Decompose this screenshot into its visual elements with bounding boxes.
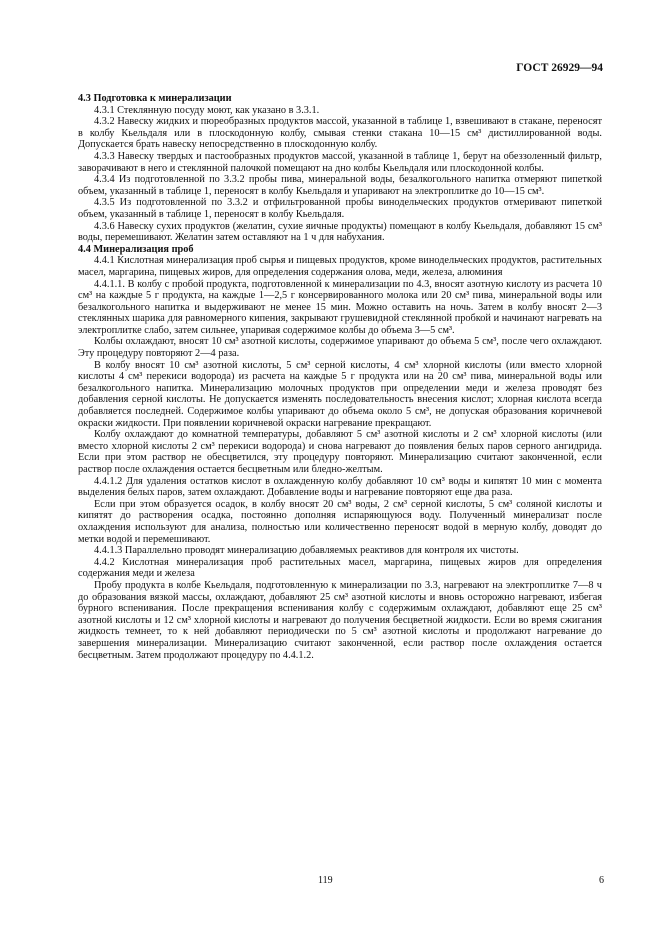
paragraph-4-3-4: 4.3.4 Из подготовленной по 3.3.2 пробы пива, минеральной воды, безалкогольного напитка отмеряют пипеткой объем, указанный в таблице 1, переносят в колбу Кьельдаля и упаривают на электроплитке до 10—15 см³. — [78, 174, 602, 197]
paragraph: Колбу охлаждают до комнатной температуры, добавляют 5 см³ азотной кислоты и 2 см³ хлорной кислоты (или вместо хлорной кислоты 2 см³ перекиси водорода) и снова нагревают до появления белых паров серного ангидрида. Если при этом раствор не обесцветился, эту процедуру повторяют. Минерализацию считают законченной, если раствор после охлаждения остается бесцветным или бледно-желтым. — [78, 429, 602, 475]
page-number: 119 — [318, 875, 333, 886]
paragraph-4-4-2: 4.4.2 Кислотная минерализация проб растительных масел, маргарина, пищевых жиров для определения содержания меди и железа — [78, 556, 602, 580]
paragraph: Колбы охлаждают, вносят 10 см³ азотной кислоты, содержимое упаривают до объема 5 см³, после чего охлаждают. Эту процедуру повторяют 2—4 раза. — [78, 336, 602, 360]
paragraph: Пробу продукта в колбе Кьельдаля, подготовленную к минерализации по 3.3, нагревают на электроплитке 7—8 ч до образования вязкой массы, охлаждают, добавляют 25 см³ азотной кислоты и вновь осторожно нагревают, избегая бурного вспенивания. После прекращения вспенивания колбу с содержимым охлаждают, добавляют еще 25 см³ азотной кислоты и 12 см³ хлорной кислоты и нагревают до получения бесцветной жидкости. Если во время сжигания жидкость темнеет, то к ней добавляют периодически по 5 см³ азотной кислоты и продолжают нагревание до завершения минерализации. Минерализацию считают законченной, если раствор после охлаждения остается бесцветным. Затем продолжают процедуру по 4.4.1.2. — [78, 579, 602, 661]
paragraph-4-4-1-3: 4.4.1.3 Параллельно проводят минерализацию добавляемых реактивов для контроля их чистоты. — [94, 545, 519, 557]
paragraph-4-4-1-1: 4.4.1.1. В колбу с пробой продукта, подготовленной к минерализации по 4.3, вносят азотную кислоту из расчета 10 см³ на каждые 5 г продукта, на каждые 1—2,5 г консервированного молока или 20 см³ пива, минеральной воды или безалкогольного напитка и выдерживают не менее 15 мин. Можно оставить на ночь. Затем в колбу вносят 2—3 стеклянных шарика для равномерного кипения, закрывают грушевидной стеклянной пробкой и начинают нагревать на электроплитке слабо, затем сильнее, упаривая содержимое колбы до объема 3—5 см³. — [78, 278, 602, 336]
paragraph-4-3-6: 4.3.6 Навеску сухих продуктов (желатин, сухие яичные продукты) помещают в колбу Кьельдаля, добавляют 15 см³ воды, перемешивают. Желатин затем оставляют на 1 ч для набухания. — [78, 220, 602, 244]
paragraph: Если при этом образуется осадок, в колбу вносят 20 см³ воды, 2 см³ серной кислоты, 5 см³ соляной кислоты и кипятят до растворения осадка, постоянно дополняя испаряющуюся воду. Полученный минерализат после охлаждения используют для анализа, полностью или количественно переносят водой в мерную колбу, доводят до метки водой и перемешивают. — [78, 498, 602, 545]
paragraph-4-3-5: 4.3.5 Из подготовленной по 3.3.2 и отфильтрованной пробы винодельческих продуктов отмеривают пипеткой объем, указанный в таблице 1, переносят в колбу Кьельдаля. — [78, 197, 602, 220]
document-body — [78, 93, 602, 661]
section-heading-4-4: 4.4 Минерализация проб — [78, 243, 194, 255]
paragraph-4-4-1-2: 4.4.1.2 Для удаления остатков кислот в охлажденную колбу добавляют 10 см³ воды и кипятят 10 мин с момента выделения белых паров, затем охлаждают. Добавление воды и нагревание повторяют еще два раза. — [78, 475, 602, 499]
paragraph-4-3-2: 4.3.2 Навеску жидких и пюреобразных продуктов массой, указанной в таблице 1, взвешивают в стакане, переносят в колбу Кьельдаля или в плоскодонную колбу, смывая стенки стакана 10—15 см³ дистиллированной воды. Допускается брать навеску непосредственно в плоскодонную колбу. — [78, 116, 602, 151]
section-heading-4-3: 4.3 Подготовка к минерализации — [78, 93, 232, 104]
paragraph-4-3-1: 4.3.1 Стеклянную посуду моют, как указано в 3.3.1. — [94, 104, 320, 116]
paragraph: В колбу вносят 10 см³ азотной кислоты, 5 см³ серной кислоты, 4 см³ хлорной кислоты (или вместо хлорной кислоты 4 см³ перекиси водорода) из расчета на каждые 5 г продукта или на 20 см³ пива, минеральной воды или безалкогольного напитка. Минерализацию молочных продуктов при определении меди и железа проводят без добавления серной кислоты. Не допускается изменять последовательность внесения кислот; хлорная кислота всегда добавляется последней. Содержимое колбы упаривают до объема около 5 см³, не допуская образования коричневой окраски жидкости. При появлении коричневой окраски нагревание прекращают. — [78, 359, 602, 429]
paragraph-4-4-1: 4.4.1 Кислотная минерализация проб сырья и пищевых продуктов, кроме винодельческих продуктов, растительных масел, маргарина, пищевых жиров, для определения содержания олова, меди, железа, алюминия — [78, 255, 602, 278]
standard-header: ГОСТ 26929—94 — [516, 62, 603, 74]
paragraph-4-3-3: 4.3.3 Навеску твердых и пастообразных продуктов массой, указанной в таблице 1, берут на обеззоленный фильтр, заворачивают в него и стеклянной палочкой помещают на дно колбы Кьельдаля или плоскодонной колбы. — [78, 150, 602, 174]
sheet-number: 6 — [599, 875, 604, 886]
